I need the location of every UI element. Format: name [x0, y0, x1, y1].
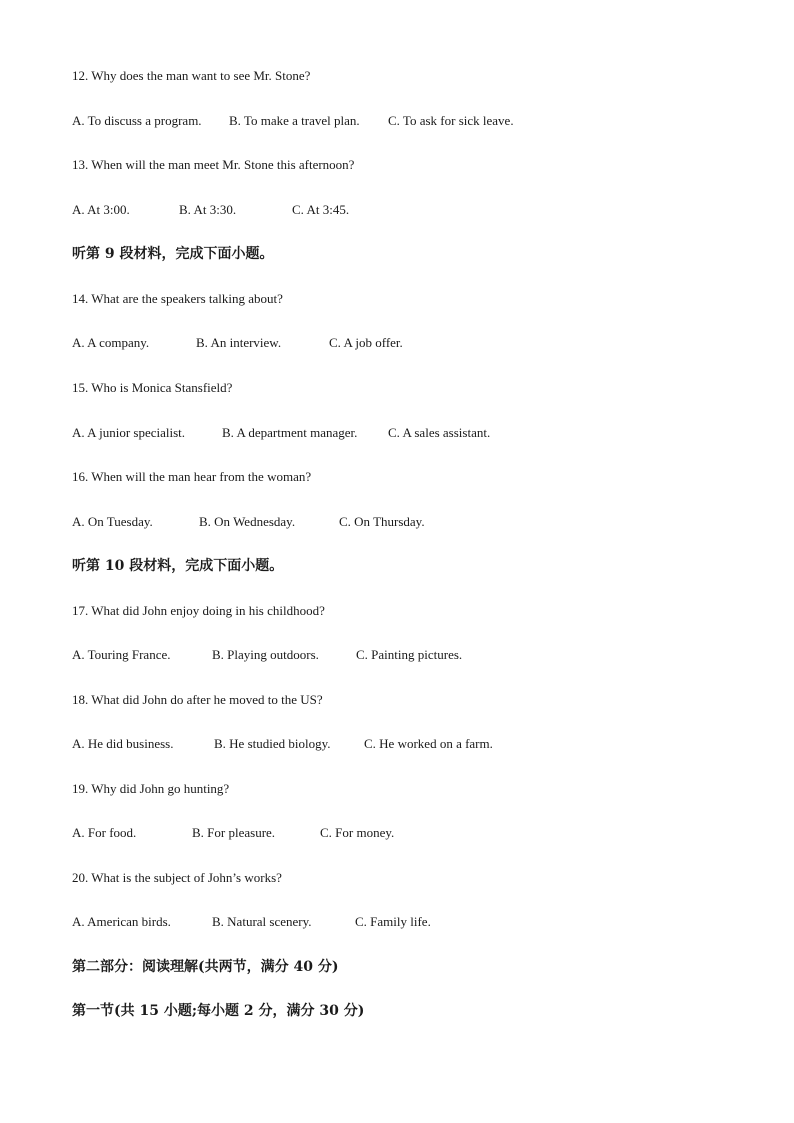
option-a: A. He did business. — [72, 736, 174, 751]
option-b: B. An interview. — [196, 335, 282, 350]
question-18: 18. What did John do after he moved to the US? — [72, 692, 323, 707]
question-16: 16. When will the man hear from the woman? — [72, 469, 312, 484]
section-heading-10: 听第 10 段材料，完成下面小题。 — [72, 558, 284, 574]
option-a: A. At 3:00. — [72, 202, 130, 217]
option-a: A. Touring France. — [72, 647, 171, 662]
option-c: C. To ask for sick leave. — [388, 113, 514, 128]
option-b: B. At 3:30. — [179, 202, 237, 217]
option-a: A. American birds. — [72, 914, 171, 929]
option-c: C. A job offer. — [329, 335, 403, 350]
option-c: C. On Thursday. — [339, 514, 425, 529]
section-heading-9: 听第 9 段材料，完成下面小题。 — [72, 246, 274, 262]
option-a: A. To discuss a program. — [72, 113, 202, 128]
option-b: B. For pleasure. — [192, 825, 276, 840]
option-a: A. A junior specialist. — [72, 425, 186, 440]
option-b: B. Natural scenery. — [212, 914, 312, 929]
option-b: B. On Wednesday. — [199, 514, 296, 529]
option-b: B. A department manager. — [222, 425, 358, 440]
option-c: C. He worked on a farm. — [364, 736, 493, 751]
option-a: A. For food. — [72, 825, 137, 840]
section-one-heading: 第一节(共 15 小题;每小题 2 分，满分 30 分) — [72, 1003, 365, 1019]
part-two-heading: 第二部分：阅读理解(共两节，满分 40 分) — [72, 959, 339, 975]
option-b: B. He studied biology. — [214, 736, 331, 751]
question-12: 12. Why does the man want to see Mr. Stone? — [72, 68, 311, 83]
option-c: C. Family life. — [355, 914, 431, 929]
option-a: A. A company. — [72, 335, 150, 350]
question-17: 17. What did John enjoy doing in his childhood? — [72, 603, 325, 618]
option-c: C. A sales assistant. — [388, 425, 491, 440]
question-14: 14. What are the speakers talking about? — [72, 291, 283, 306]
option-a: A. On Tuesday. — [72, 514, 153, 529]
question-19: 19. Why did John go hunting? — [72, 781, 230, 796]
option-b: B. To make a travel plan. — [229, 113, 360, 128]
question-20: 20. What is the subject of John’s works? — [72, 870, 282, 885]
option-c: C. For money. — [320, 825, 395, 840]
question-13: 13. When will the man meet Mr. Stone this afternoon? — [72, 157, 355, 172]
option-c: C. Painting pictures. — [356, 647, 463, 662]
option-b: B. Playing outdoors. — [212, 647, 319, 662]
question-15: 15. Who is Monica Stansfield? — [72, 380, 233, 395]
option-c: C. At 3:45. — [292, 202, 350, 217]
